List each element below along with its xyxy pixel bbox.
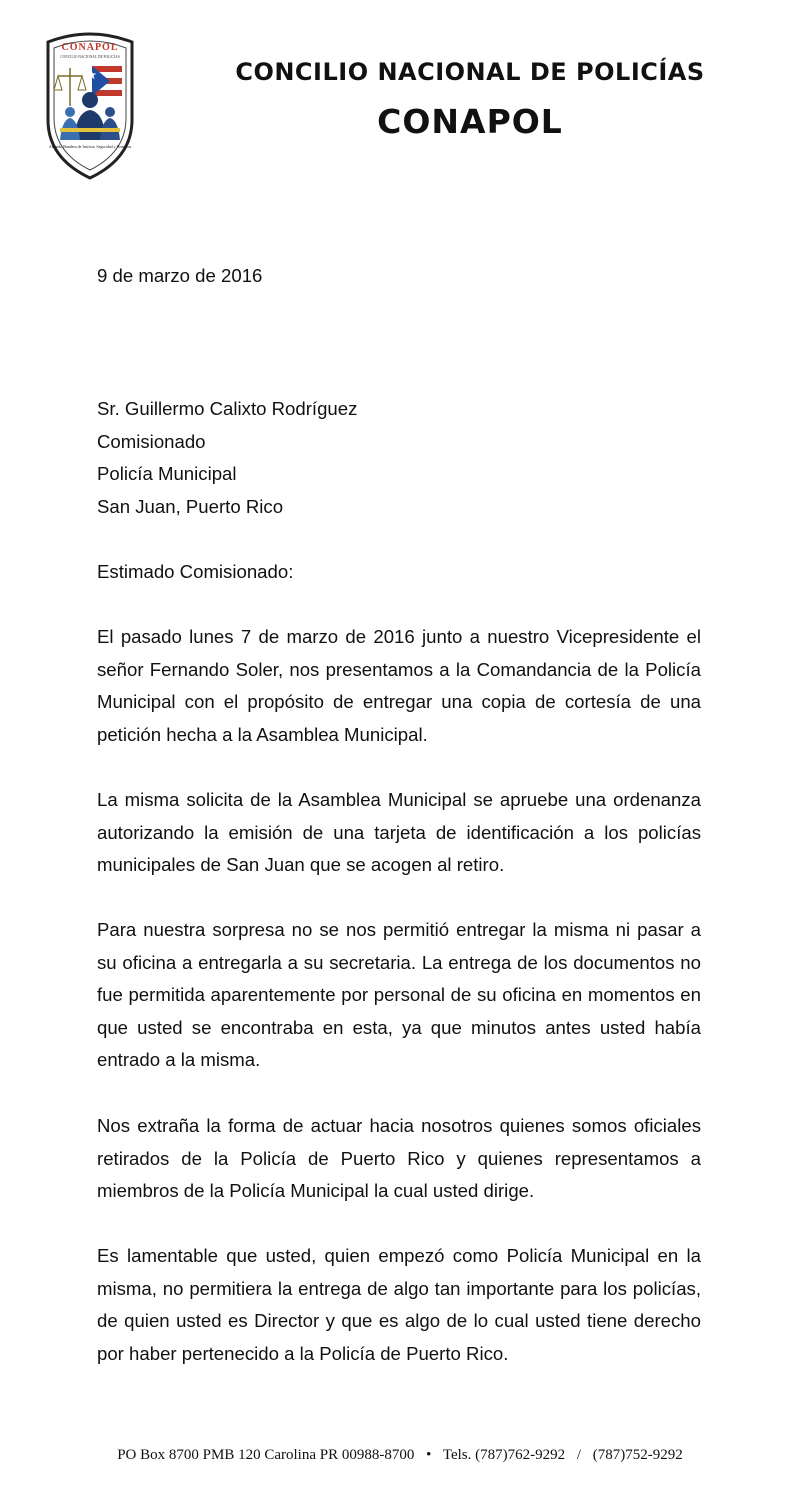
conapol-badge-logo [40,28,140,180]
recipient-location: San Juan, Puerto Rico [97,495,284,517]
org-name: CONCILIO NACIONAL DE POLICÍAS [235,58,705,86]
letter-date: 9 de marzo de 2016 [97,265,263,286]
recipient-name: Sr. Guillermo Calixto Rodríguez [97,398,358,419]
logo-top-text: CONAPOL [61,42,119,53]
recipient-title: Comisionado [97,430,206,452]
body-paragraph-5: Es lamentable que usted, quien empezó como Policía Municipal en la misma, no permitiera la entrega de algo tan importante para los policías, de quien usted es Director y que es algo de lo cual usted tiene derecho por haber pertenecido a la Policía de Puerto Rico. [97,1245,701,1364]
recipient-organization: Policía Municipal [97,463,237,485]
body-paragraph-4: Nos extraña la forma de actuar hacia nosotros quienes somos oficiales retirados de la Policía de Puerto Rico y quienes representamos a miembros de la Policía Municipal la cual usted dirige. [97,1115,701,1202]
footer-phone-1: Tels. (787)762-9292 [442,1447,566,1463]
body-paragraph-3: Para nuestra sorpresa no se nos permitió entregar la misma ni pasar a su oficina a entregarla a su secretaria. La entrega de los documentos no fue permitida aparentemente por personal de su oficina en momentos en que usted se encontraba en esta, ya que minutos antes usted había entrado a la misma. [97,919,701,1071]
recipient-block [97,393,357,523]
footer-phone-2: (787)752-9292 [592,1447,683,1463]
logo-motto: Alzando Bandera de Justicia, Seguridad y Honestas [48,144,132,149]
letterhead [0,0,800,200]
footer-contact [0,1447,800,1464]
footer-address: PO Box 8700 PMB 120 Carolina PR 00988-8700 [117,1447,415,1463]
footer-slash: / [576,1447,582,1463]
footer-bullet: • [426,1447,432,1463]
body-paragraph-1: El pasado lunes 7 de marzo de 2016 junto a nuestro Vicepresidente el señor Fernando Soler, nos presentamos a la Comandancia de la Policía Municipal con el propósito de entregar una copia de cortesía de una petición hecha a la Asamblea Municipal. [97,626,701,745]
salutation: Estimado Comisionado: [97,561,294,582]
org-acronym: CONAPOL [377,102,563,141]
body-paragraph-2: La misma solicita de la Asamblea Municipal se apruebe una ordenanza autorizando la emisión de una tarjeta de identificación a los policías municipales de San Juan que se acogen al retiro. [97,789,701,876]
logo-sub-text: CONCILIO NACIONAL DE POLICÍAS [60,55,120,59]
